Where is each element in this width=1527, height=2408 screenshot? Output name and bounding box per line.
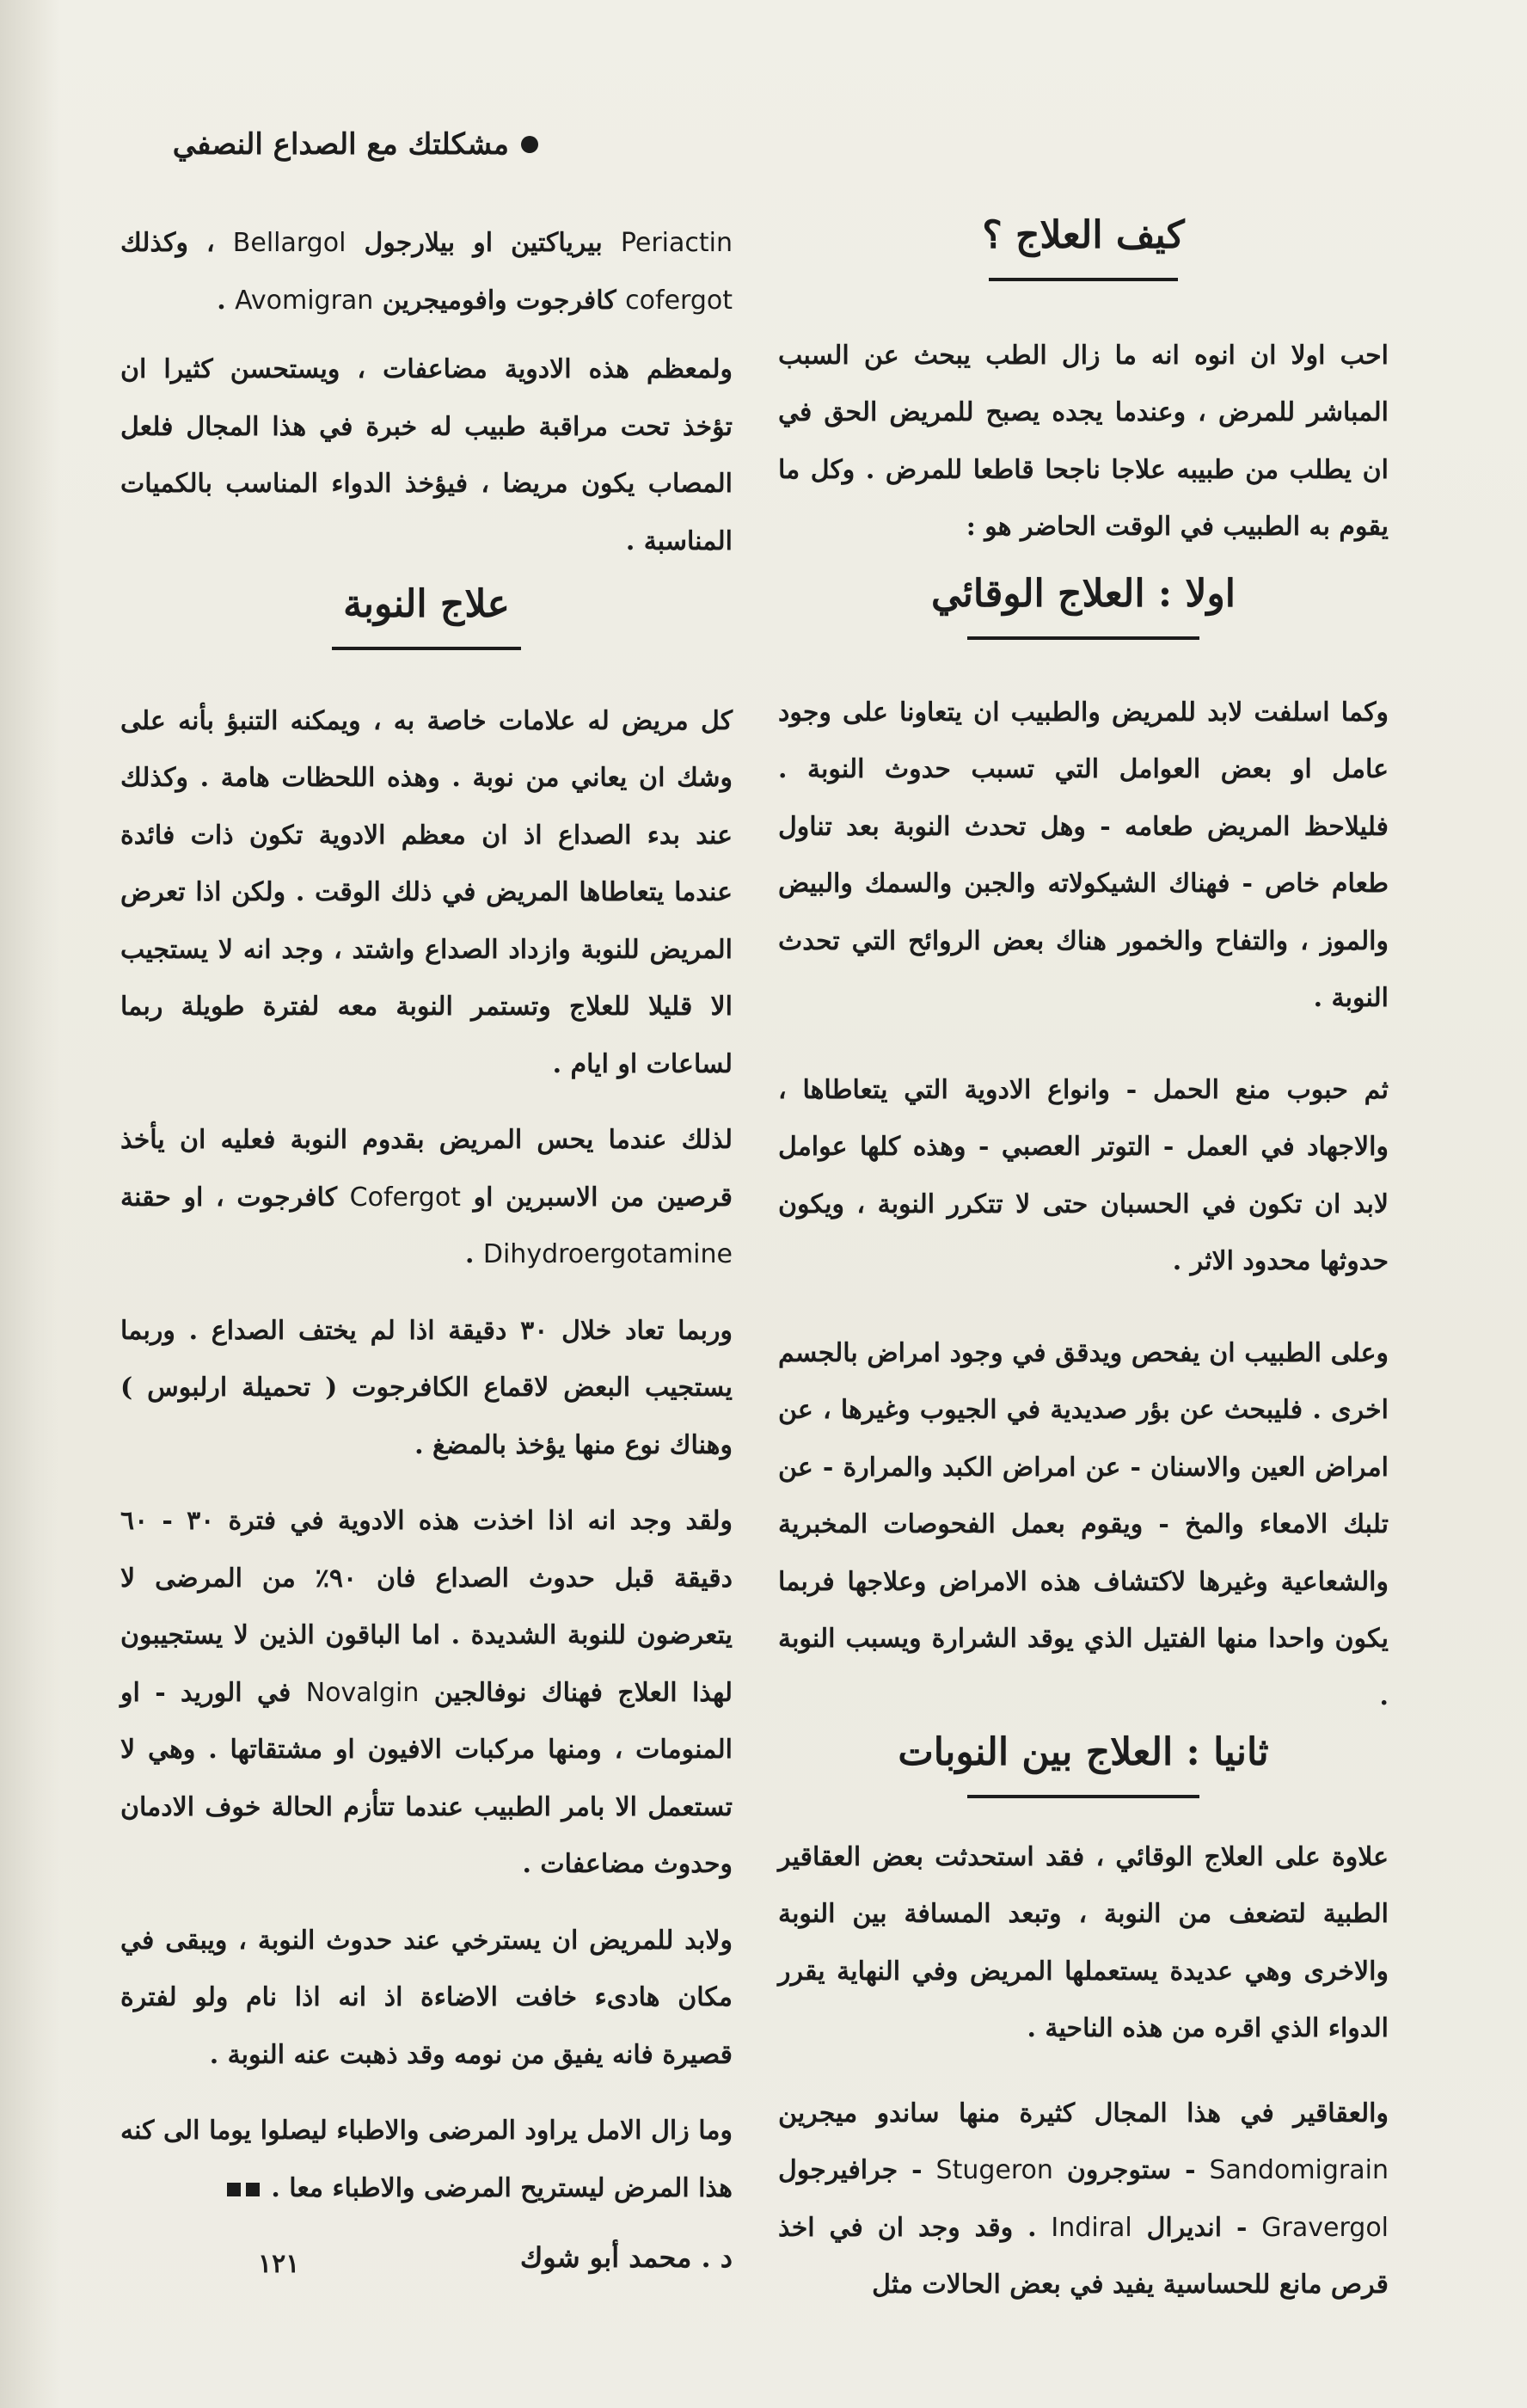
drug-name: Novalgin — [305, 1677, 420, 1708]
text: بيرياكتين او بيلارجول — [364, 228, 603, 258]
paragraph: ولابد للمريض ان يسترخي عند حدوث النوبة ، ويبقى في مكان هادىء خافت الاضاءة اذ انه اذا نام ولو لفترة قصيرة فانه يفيق من نومه وقد ذهبت عنه النوبة . — [120, 1925, 733, 2070]
paragraph: علاوة على العلاج الوقائي ، فقد استحدثت بعض العقاقير الطبية لتضعف من النوبة ، وتبعد المسافة بين النوبة والاخرى وهي عديدة يستعملها المريض وفي النهاية يقرر الدواء الذي اقره من هذه الناحية . — [778, 1841, 1389, 2044]
page-number: ١٢١ — [258, 2249, 300, 2279]
paragraph-drug-dosing — [120, 1112, 733, 1284]
heading-underline — [332, 647, 521, 650]
paragraph-closing — [120, 2103, 733, 2217]
bullet-icon — [521, 136, 538, 153]
text: ، وكذلك — [120, 228, 215, 258]
heading-text: علاج النوبة — [343, 582, 510, 626]
text: ولقد وجد انه اذا اخذت هذه الادوية في فترة ٣٠ - ٦٠ دقيقة قبل حدوث الصداع فان ٩٠٪ من المرضى لا يتعرضون للنوبة الشديدة . اما الباقون الذين لا يستجيبون لهذا العلاج فهناك نوفالجين — [120, 1506, 733, 1708]
running-head-text: مشكلتك مع الصداع النصفي — [172, 127, 509, 162]
section-heading-preventive — [778, 572, 1389, 640]
paragraph: وكما اسلفت لابد للمريض والطبيب ان يتعاونا على وجود عامل او بعض العوامل التي تسبب حدوث النوبة . فليلاحظ المريض طعامه - وهل تحدث النوبة بعد تناول طعام خاص - فهناك الشيكولاته والجبن والسمك والبيض والموز ، والتفاح والخمور هناك بعض الروائح التي تحدث النوبة . — [778, 697, 1389, 1014]
author-signature: د . محمد أبو شوك — [519, 2241, 733, 2275]
paragraph: وعلى الطبيب ان يفحص ويدقق في وجود امراض بالجسم اخرى . فليبحث عن بؤر صديدية في الجيوب وغيرها ، عن امراض العين والاسنان - عن امراض الكبد والمرارة - عن تلبك الامعاء والمخ - ويقوم بعمل الفحوصات المخبرية والشعاعية وغيرها لاكتشاف هذه الامراض وعلاجها فربما يكون واحدا منها الفتيل الذي يوقد الشرارة ويسبب النوبة . — [778, 1337, 1389, 1711]
text: . وقد وجد ان في اخذ قرص مانع للحساسية يفيد في بعض الحالات مثل — [778, 2212, 1389, 2300]
paragraph-drug-list-cont — [120, 215, 733, 329]
text: والعقاقير في هذا المجال كثيرة منها ساندو ميجرين — [778, 2098, 1389, 2128]
running-head — [173, 127, 538, 162]
drug-name: Cofergot — [349, 1182, 461, 1213]
section-heading-between-attacks — [778, 1730, 1389, 1798]
drug-name: cofergot — [625, 285, 733, 316]
text: وما زال الامل يراود المرضى والاطباء ليصلوا يوما الى كنه هذا المرض ليستريح المرضى والاطباء معا . — [120, 2116, 733, 2203]
drug-name: Gravergol — [1261, 2212, 1389, 2243]
drug-name: Periactin — [620, 228, 733, 258]
text: - جرافيرجول — [778, 2155, 923, 2186]
heading-text: اولا : العلاج الوقائي — [931, 571, 1236, 616]
drug-name: Bellargol — [232, 228, 346, 258]
section-heading-attack-treatment — [120, 582, 733, 650]
paragraph: ثم حبوب منع الحمل - وانواع الادوية التي يتعاطاها ، والاجهاد في العمل - التوتر العصبي - وهذه كلها عوامل لابد ان تكون في الحسبان حتى لا تتكرر النوبة ، ويكون حدوثها محدود الاثر . — [778, 1074, 1389, 1277]
drug-name: Avomigran — [235, 285, 374, 316]
paragraph: كل مريض له علامات خاصة به ، ويمكنه التنبؤ بأنه على وشك ان يعاني من نوبة . وهذه اللحظات هامة . وكذلك عند بدء الصداع اذ ان معظم الادوية تكون ذات فائدة عندما يتعاطاها المريض في ذلك الوقت . ولكن اذا تعرض المريض للنوبة وازداد الصداع واشتد ، وجد انه لا يستجيب الا قليلا للعلاج وتستمر النوبة معه لفترة طويلة ربما لساعات او ايام . — [120, 705, 733, 1079]
text: - انديرال — [1146, 2212, 1248, 2243]
left-column — [120, 206, 733, 2274]
text: كافرجوت وافوميجرين — [382, 285, 616, 316]
page-edge-shadow — [0, 0, 60, 2408]
paragraph: وربما تعاد خلال ٣٠ دقيقة اذا لم يختف الصداع . وربما يستجيب البعض لاقماع الكافرجوت ( تحميلة ارلبوس ) وهناك نوع منها يؤخذ بالمضغ . — [120, 1315, 733, 1460]
text: كافرجوت ، او حقنة — [120, 1182, 337, 1213]
drug-name: Dihydroergotamine — [482, 1239, 733, 1270]
right-column — [778, 206, 1389, 2314]
drug-name: Stugeron — [935, 2155, 1053, 2186]
paragraph-novalgin — [120, 1493, 733, 1894]
paragraph: ولمعظم هذه الادوية مضاعفات ، ويستحسن كثيرا ان تؤخذ تحت مراقبة طبيب له خبرة في هذا المجال فلعل المصاب يكون مريضا ، فيؤخذ الدواء المناسب بالكميات المناسبة . — [120, 354, 733, 556]
heading-underline — [989, 278, 1178, 281]
section-heading-how-treatment — [778, 213, 1389, 281]
paragraph: احب اولا ان انوه انه ما زال الطب يبحث عن السبب المباشر للمرض ، وعندما يجده يصبح للمريض الحق في ان يطلب من طبيبه علاجا ناجحا قاطعا للمرض . وكل ما يقوم به الطبيب في الوقت الحاضر هو : — [778, 340, 1389, 543]
text: في الوريد - او المنومات ، ومنها مركبات الافيون او مشتقاتها . وهي لا تستعمل الا بامر الطبيب عندما تتأزم الحالة خوف الادمان وحدوث مضاعفات . — [120, 1677, 733, 1880]
text: . — [464, 1239, 475, 1270]
text: . — [217, 285, 226, 316]
text: - ستوجرون — [1066, 2155, 1196, 2186]
end-mark-icon — [246, 2183, 260, 2196]
drug-name: Indiral — [1051, 2212, 1132, 2243]
heading-text: كيف العلاج ؟ — [982, 213, 1185, 257]
heading-text: ثانيا : العلاج بين النوبات — [898, 1730, 1269, 1775]
heading-underline — [967, 636, 1199, 640]
drug-name: Sandomigrain — [1209, 2155, 1389, 2186]
heading-underline — [967, 1795, 1199, 1798]
end-mark-icon — [227, 2183, 241, 2196]
paragraph-drug-list — [778, 2086, 1389, 2314]
text: لذلك عندما يحس المريض بقدوم النوبة فعليه ان يأخذ قرصين من الاسبرين او — [120, 1125, 733, 1213]
